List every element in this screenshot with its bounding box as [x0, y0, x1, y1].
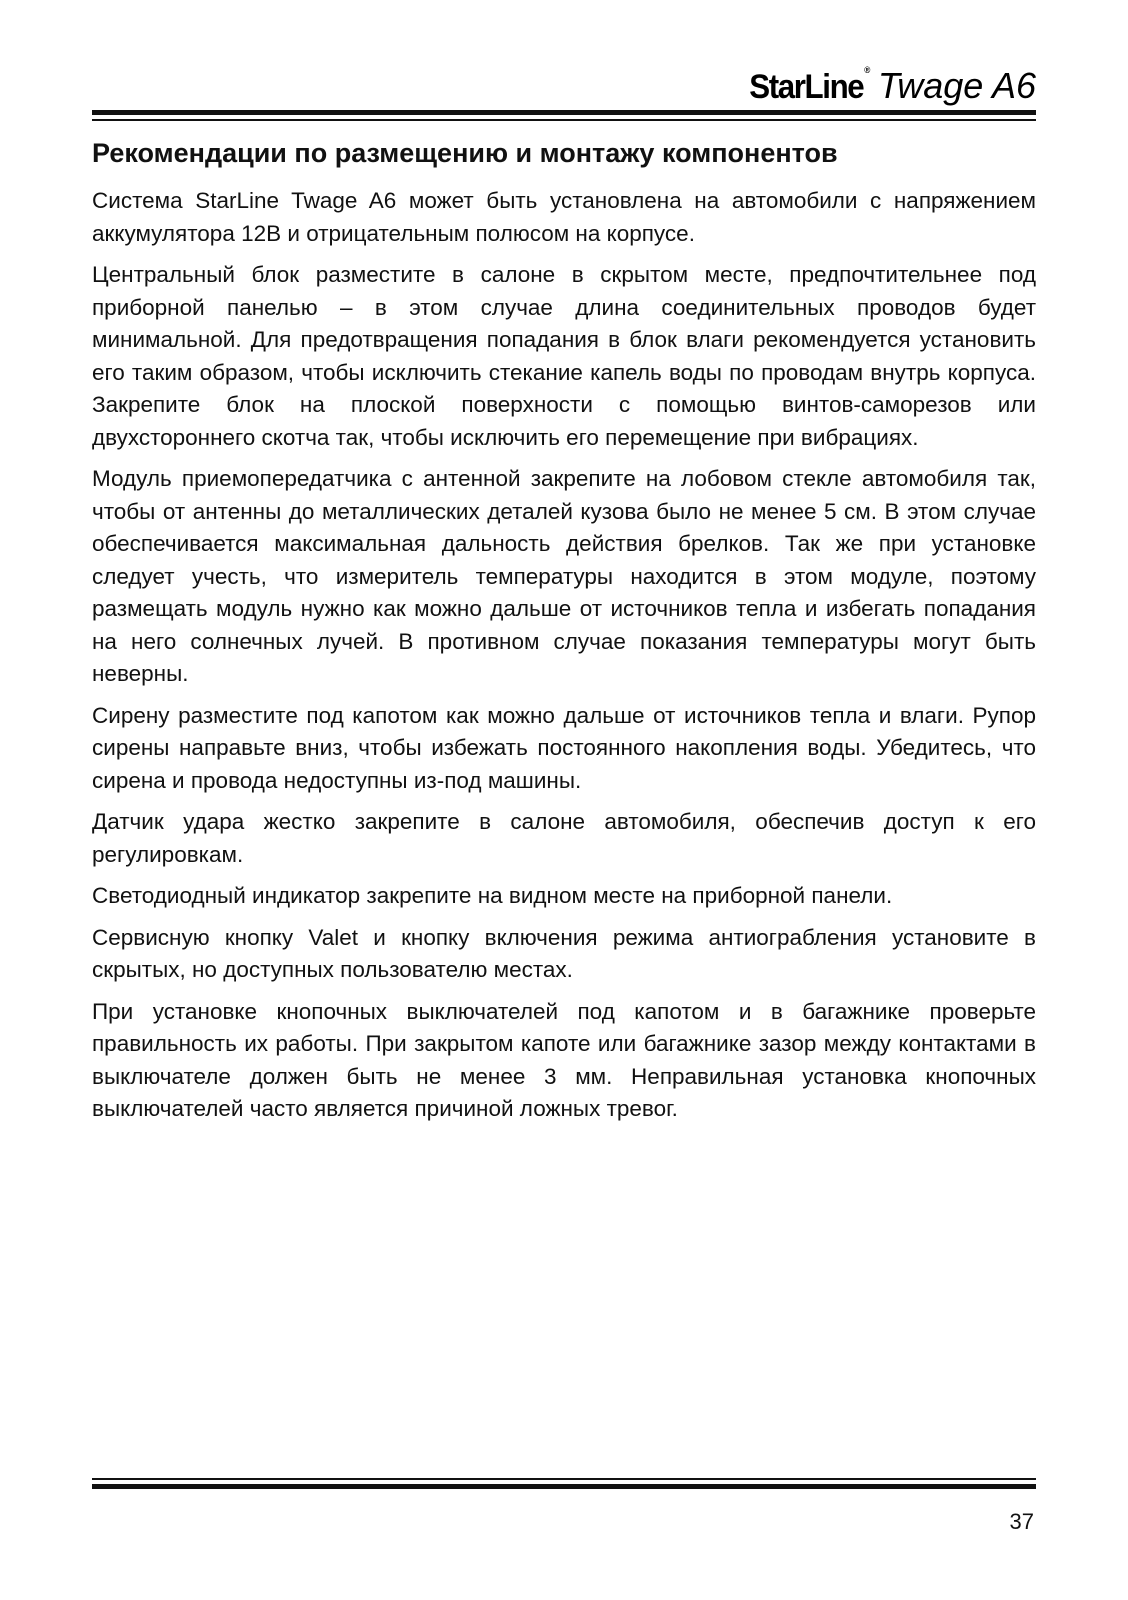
header-rule-thick — [92, 110, 1036, 115]
registered-mark: ® — [863, 65, 869, 75]
paragraph-central-unit: Центральный блок разместите в салоне в скрытом месте, предпочтительнее под приборной панелью – в этом случае длина соединительных проводов будет минимальной. Для предотвращения попадания в блок влаги рекомендуется установить его таким образом, чтобы исключить стекание капель воды по проводам внутрь корпуса. Закрепите блок на плоской поверхности с помощью винтов-саморезов или двухстороннего скотча так, чтобы исключить его перемещение при вибрациях. — [92, 262, 1036, 450]
brand-logo: StarLine® — [748, 65, 869, 106]
paragraph-transceiver: Модуль приемопередатчика с антенной закрепите на лобовом стекле автомобиля так, чтобы от антенны до металлических деталей кузова было не менее 5 см. В этом случае обеспечивается максимальная дальность действия брелков. Так же при установке следует учесть, что измеритель температуры находится в этом модуле, поэтому размещать модуль нужно как можно дальше от источников тепла и избегать попадания на него солнечных лучей. В противном случае показания температуры могут быть неверны. — [92, 466, 1036, 686]
paragraph-valet-button: Сервисную кнопку Valet и кнопку включения режима антиограбления установите в скрытых, но доступных пользователю местах. — [92, 924, 1036, 982]
footer-rule-thick — [92, 1484, 1036, 1489]
paragraph-shock-sensor: Датчик удара жестко закрепите в салоне автомобиля, обеспечив доступ к его регулировкам. — [92, 809, 1036, 867]
paragraph-switches: При установке кнопочных выключателей под капотом и в багажнике проверьте правильность их работы. При закрытом капоте или багажнике зазор между контактами в выключателе должен быть не менее 3 мм. Неправильная установка кнопочных выключателей часто является причиной ложных тревог. — [92, 998, 1036, 1121]
model-name: Twage A6 — [877, 65, 1036, 106]
header-rule-thin — [92, 119, 1036, 121]
paragraph-led-indicator: Светодиодный индикатор закрепите на видном месте на приборной панели. — [92, 883, 893, 908]
page-number: 37 — [1009, 1509, 1034, 1534]
paragraph-voltage: Система StarLine Twage A6 может быть установлена на автомобили с напряжением аккумулятора 12В и отрицательным полюсом на корпусе. — [92, 188, 1036, 246]
footer-rule-thin — [92, 1478, 1036, 1480]
page-header — [92, 56, 1036, 104]
paragraph-siren: Сирену разместите под капотом как можно дальше от источников тепла и влаги. Рупор сирены направьте вниз, чтобы избежать постоянного накопления воды. Убедитесь, что сирена и провода недоступны из-под машины. — [92, 702, 1036, 793]
page-content — [92, 135, 1036, 1135]
section-title: Рекомендации по размещению и монтажу компонентов — [92, 138, 838, 168]
